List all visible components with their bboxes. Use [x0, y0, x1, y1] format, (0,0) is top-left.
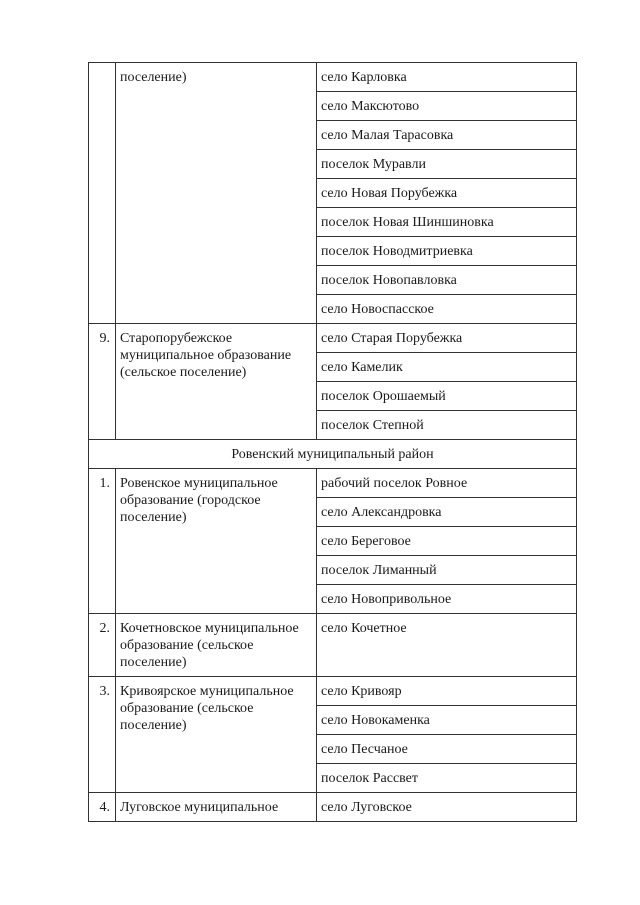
- settlement-name: поселок Лиманный: [317, 556, 577, 585]
- row-number: 9.: [89, 324, 116, 440]
- row-number: 4.: [89, 793, 116, 822]
- settlement-name: село Кривояр: [317, 677, 577, 706]
- settlement-name: село Камелик: [317, 353, 577, 382]
- settlement-name: село Береговое: [317, 527, 577, 556]
- row-number: 3.: [89, 677, 116, 793]
- settlement-name: село Карловка: [317, 63, 577, 92]
- settlement-name: поселок Рассвет: [317, 764, 577, 793]
- table-row: [89, 793, 577, 822]
- settlement-name: поселок Орошаемый: [317, 382, 577, 411]
- settlement-name: село Луговское: [317, 793, 577, 822]
- table-row: [89, 469, 577, 498]
- settlement-name: село Малая Тарасовка: [317, 121, 577, 150]
- table-row: [89, 324, 577, 353]
- row-number: 1.: [89, 469, 116, 614]
- settlement-name: поселок Новая Шиншиновка: [317, 208, 577, 237]
- row-number: 2.: [89, 614, 116, 677]
- municipality-name: Кривоярское муниципальное образование (сельское поселение): [116, 677, 317, 793]
- region-header: Ровенский муниципальный район: [89, 440, 577, 469]
- municipality-name: поселение): [116, 63, 317, 324]
- settlement-name: село Новая Порубежка: [317, 179, 577, 208]
- table-row: [89, 440, 577, 469]
- municipality-name: Кочетновское муниципальное образование (сельское поселение): [116, 614, 317, 677]
- row-number: [89, 63, 116, 324]
- settlement-name: поселок Степной: [317, 411, 577, 440]
- table-row: [89, 63, 577, 92]
- settlement-name: село Новопривольное: [317, 585, 577, 614]
- settlement-name: село Кочетное: [317, 614, 577, 677]
- municipality-name: Луговское муниципальное: [116, 793, 317, 822]
- table-row: [89, 614, 577, 677]
- settlements-table: [88, 62, 577, 822]
- settlement-name: поселок Новодмитриевка: [317, 237, 577, 266]
- municipality-name: Ровенское муниципальное образование (городское поселение): [116, 469, 317, 614]
- municipality-name: Старопорубежское муниципальное образование (сельское поселение): [116, 324, 317, 440]
- settlement-name: рабочий поселок Ровное: [317, 469, 577, 498]
- settlement-name: село Песчаное: [317, 735, 577, 764]
- settlement-name: поселок Муравли: [317, 150, 577, 179]
- settlement-name: село Старая Порубежка: [317, 324, 577, 353]
- settlement-name: село Максютово: [317, 92, 577, 121]
- settlement-name: село Александровка: [317, 498, 577, 527]
- settlement-name: село Новоспасское: [317, 295, 577, 324]
- settlement-name: поселок Новопавловка: [317, 266, 577, 295]
- table-row: [89, 677, 577, 706]
- settlement-name: село Новокаменка: [317, 706, 577, 735]
